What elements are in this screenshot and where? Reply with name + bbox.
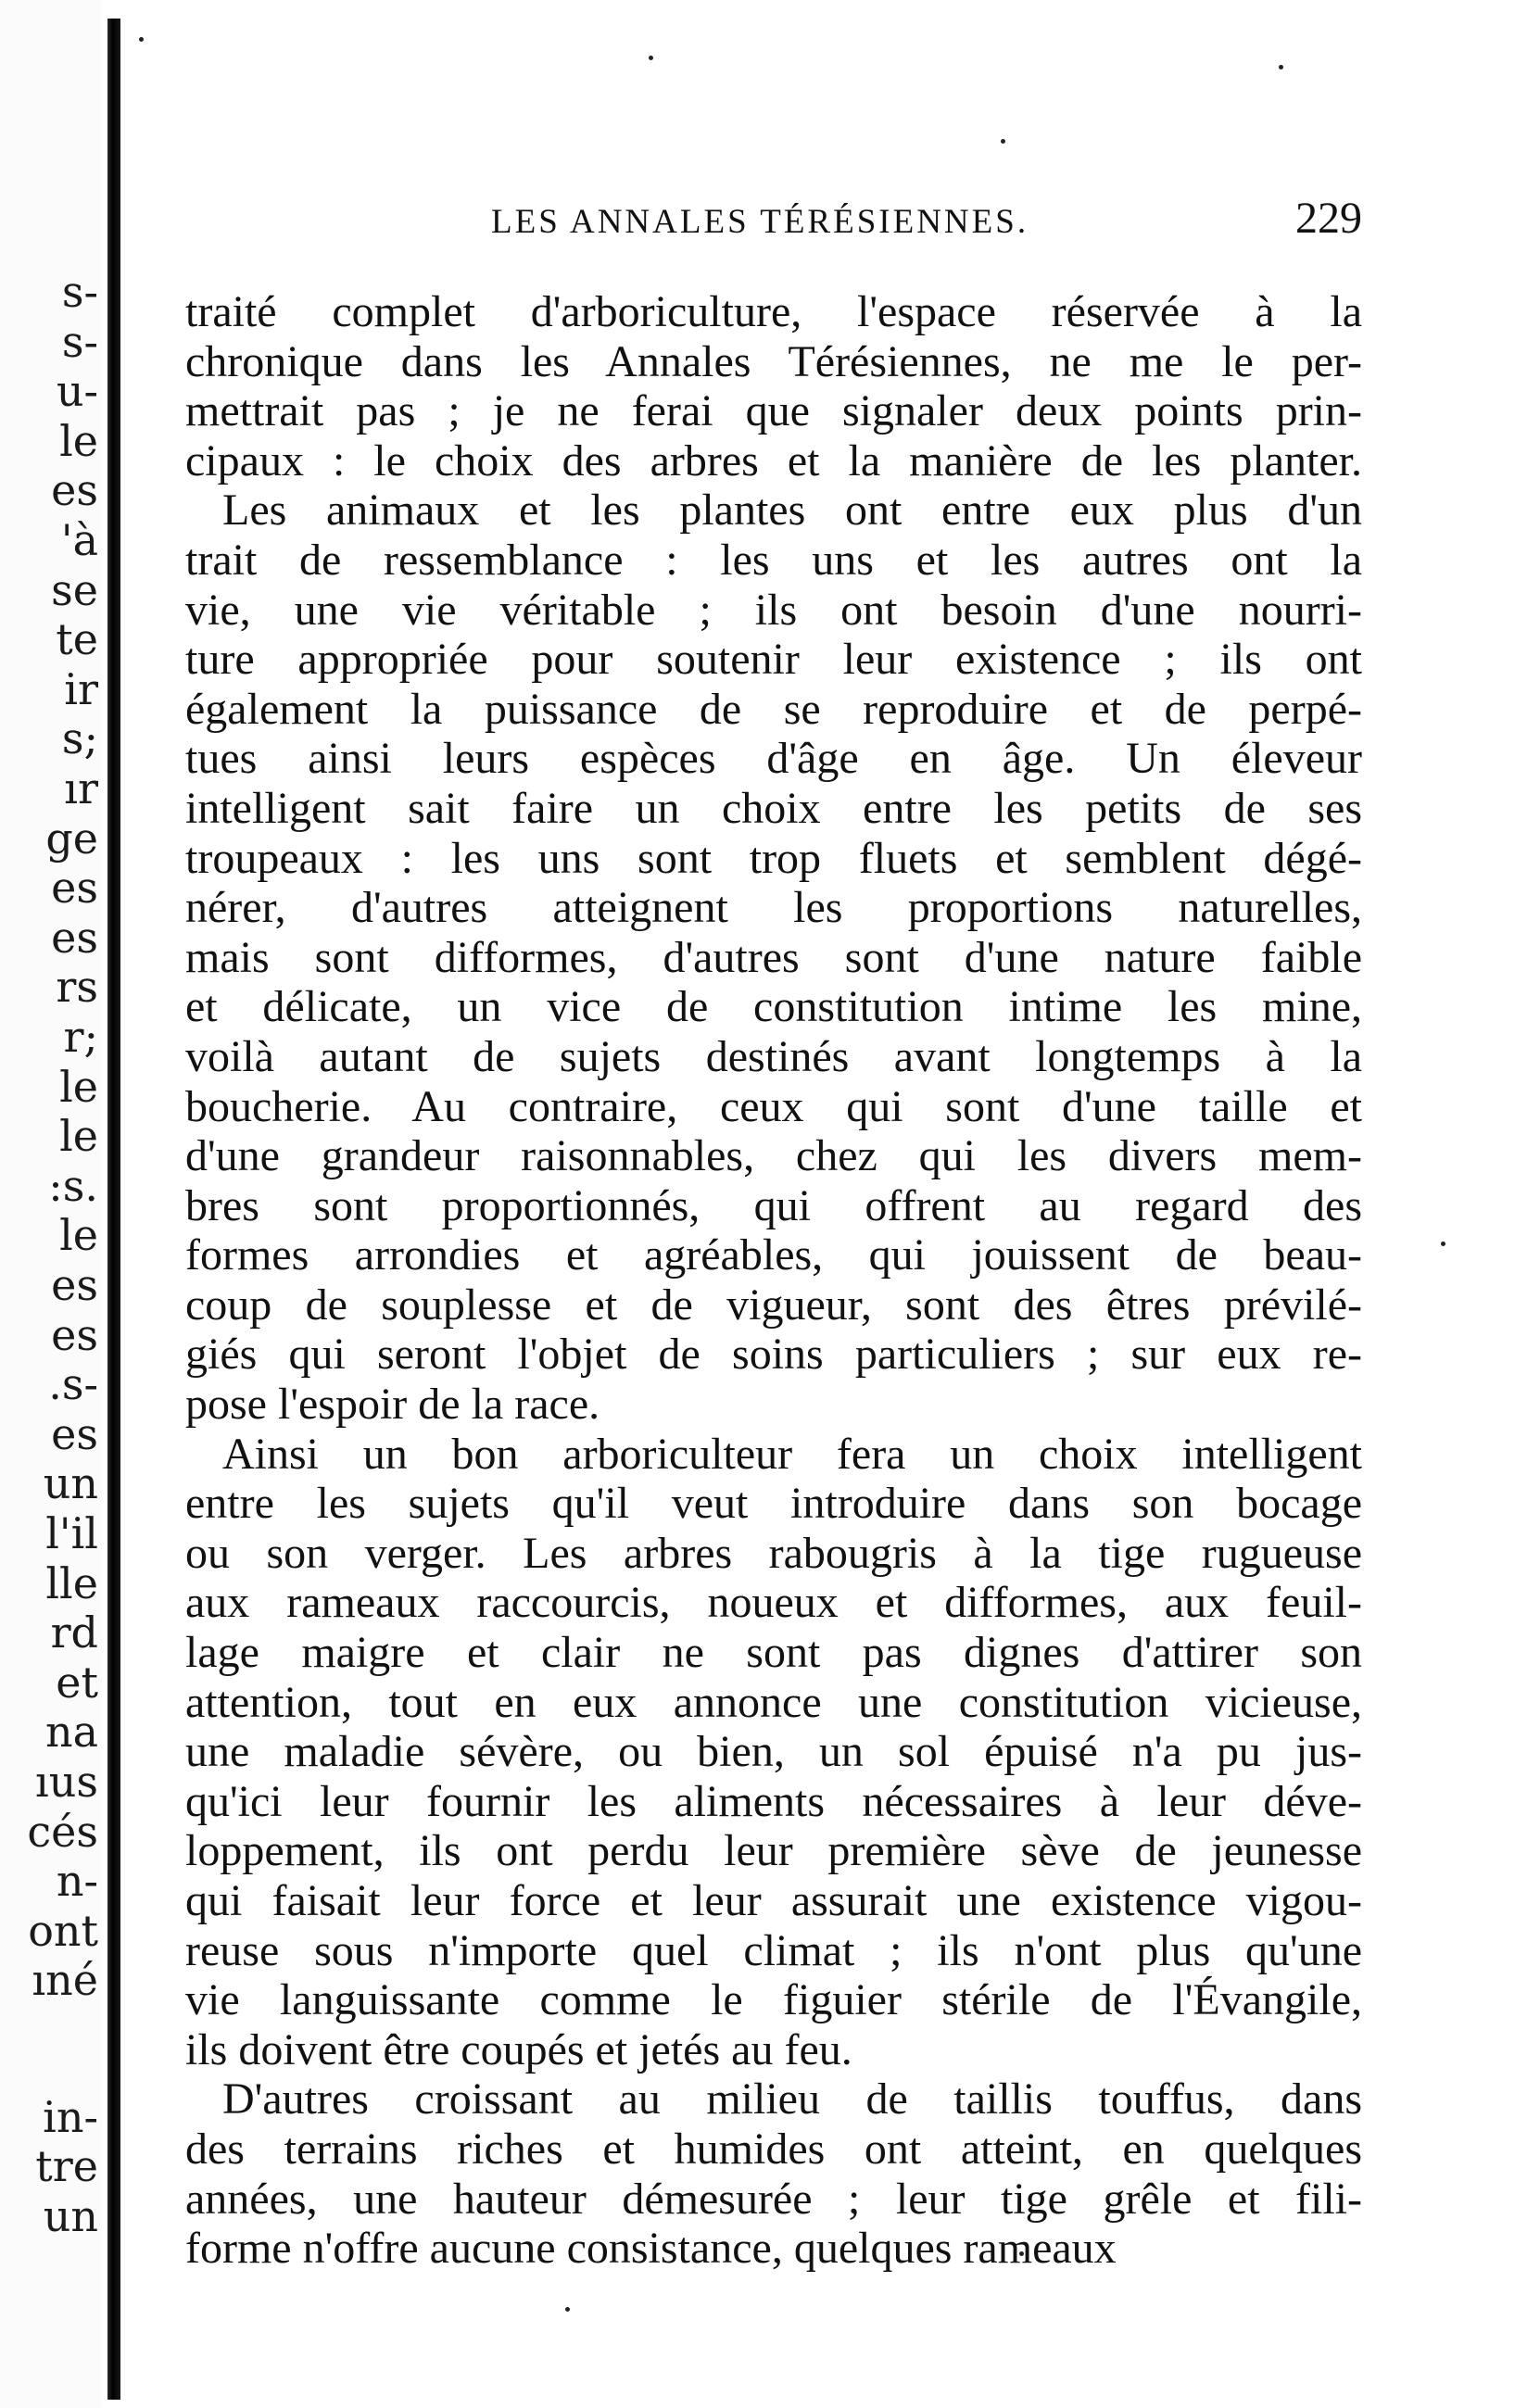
facing-page-fragment: es bbox=[51, 1260, 98, 1310]
text-line: forme n'offre aucune consistance, quelques rameaux bbox=[185, 2224, 1117, 2274]
ink-speck bbox=[649, 56, 653, 60]
text-line: aux rameaux raccourcis, noueux et difformes, aux feuil- bbox=[185, 1578, 1362, 1628]
text-line: coup de souplesse et de vigueur, sont des êtres prévilé- bbox=[185, 1280, 1362, 1330]
facing-page-fragment: ir bbox=[64, 663, 98, 714]
text-line: traité complet d'arboriculture, l'espace réservée à la bbox=[185, 287, 1362, 336]
facing-page-fragment: s- bbox=[61, 316, 98, 367]
facing-page-fragment: te bbox=[56, 614, 98, 665]
text-line: tues ainsi leurs espèces d'âge en âge. Un éleveur bbox=[185, 734, 1362, 784]
facing-page-fragment: et bbox=[56, 1657, 98, 1708]
text-line: lage maigre et clair ne sont pas dignes d'attirer son bbox=[185, 1628, 1362, 1678]
ink-speck bbox=[139, 37, 144, 42]
text-line: qui faisait leur force et leur assurait une existence vigou- bbox=[185, 1876, 1362, 1925]
text-line: trait de ressemblance : les uns et les autres ont la bbox=[185, 535, 1362, 585]
text-line: Ainsi un bon arboriculteur fera un choix intelligent bbox=[222, 1429, 1362, 1479]
facing-page-fragment: es bbox=[51, 912, 98, 963]
text-line: loppement, ils ont perdu leur première sève de jeunesse bbox=[185, 1826, 1362, 1876]
facing-page-fragment: un bbox=[43, 2190, 98, 2241]
text-line: d'une grandeur raisonnables, chez qui les divers mem- bbox=[185, 1131, 1362, 1181]
text-line: cipaux : le choix des arbres et la manière de les planter. bbox=[185, 435, 1362, 485]
text-line: mais sont difformes, d'autres sont d'une nature faible bbox=[185, 932, 1362, 982]
text-line: et délicate, un vice de constitution intime les mine, bbox=[185, 982, 1362, 1032]
facing-page-fragment: un bbox=[43, 1458, 98, 1509]
facing-page-fragment: ge bbox=[45, 813, 98, 864]
book-gutter bbox=[107, 19, 120, 2400]
facing-page-fragment: n- bbox=[56, 1856, 98, 1907]
facing-page-fragment: es bbox=[51, 863, 98, 914]
ink-speck bbox=[565, 2307, 570, 2312]
facing-page-fragment: ıus bbox=[35, 1757, 98, 1807]
text-line: Les animaux et les plantes ont entre eux plus d'un bbox=[222, 485, 1362, 536]
facing-page-fragment: es bbox=[51, 465, 98, 516]
facing-page-fragment: se bbox=[51, 564, 98, 615]
facing-page-fragment: cés bbox=[27, 1806, 98, 1857]
facing-page-margin bbox=[0, 0, 102, 2408]
facing-page-fragment: u- bbox=[56, 366, 98, 417]
facing-page-fragment: :s. bbox=[48, 1160, 98, 1211]
page-header bbox=[185, 185, 1362, 259]
text-line: entre les sujets qu'il veut introduire dans son bocage bbox=[185, 1479, 1362, 1529]
facing-page-fragment: tre bbox=[35, 2141, 98, 2192]
text-line: des terrains riches et humides ont atteint, en quelques bbox=[185, 2124, 1362, 2174]
text-line: intelligent sait faire un choix entre les petits de ses bbox=[185, 783, 1362, 833]
facing-page-fragment: le bbox=[59, 1111, 98, 1162]
facing-page-fragment: le bbox=[59, 1210, 98, 1261]
text-line: également la puissance de se reproduire et de perpé- bbox=[185, 684, 1362, 734]
facing-page-fragment: le bbox=[59, 1061, 98, 1112]
running-title: LES ANNALES TÉRÉSIENNES. bbox=[491, 203, 1029, 241]
body-text bbox=[185, 287, 1362, 2274]
facing-page-fragment: ıné bbox=[32, 1955, 98, 2006]
facing-page-fragment: 'à bbox=[60, 515, 98, 565]
text-line: pose l'espoir de la race. bbox=[185, 1380, 600, 1430]
text-line: attention, tout en eux annonce une constitution vicieuse, bbox=[185, 1677, 1362, 1727]
text-line: vie languissante comme le figuier stérile de l'Évangile, bbox=[185, 1975, 1362, 2025]
text-line: voilà autant de sujets destinés avant longtemps à la bbox=[185, 1031, 1362, 1081]
ink-speck bbox=[1001, 139, 1005, 144]
text-line: vie, une vie véritable ; ils ont besoin d'une nourri- bbox=[185, 585, 1362, 635]
facing-page-fragment: ont bbox=[28, 1905, 98, 1956]
facing-page-fragment: na bbox=[44, 1707, 98, 1758]
facing-page-fragment: s- bbox=[61, 267, 98, 317]
facing-page-fragment: es bbox=[51, 1408, 98, 1459]
facing-page-fragment: l'il bbox=[45, 1508, 98, 1558]
text-line: boucherie. Au contraire, ceux qui sont d'une taille et bbox=[185, 1081, 1362, 1131]
facing-page-fragment: s; bbox=[61, 713, 98, 764]
facing-page-fragment: .s- bbox=[48, 1359, 98, 1410]
ink-speck bbox=[1441, 1242, 1445, 1246]
text-line: chronique dans les Annales Térésiennes, ne me le per- bbox=[185, 336, 1362, 386]
text-line: formes arrondies et agréables, qui jouissent de beau- bbox=[185, 1230, 1362, 1280]
facing-page-fragment: le bbox=[59, 415, 98, 466]
ink-speck bbox=[1279, 65, 1283, 69]
facing-page-fragment: es bbox=[51, 1309, 98, 1360]
text-line: bres sont proportionnés, qui offrent au regard des bbox=[185, 1180, 1362, 1230]
facing-page-fragment: r; bbox=[63, 1012, 98, 1062]
text-line: ou son verger. Les arbres rabougris à la tige rugueuse bbox=[185, 1528, 1362, 1578]
text-line: ture appropriée pour soutenir leur existence ; ils ont bbox=[185, 635, 1362, 685]
text-line: années, une hauteur démesurée ; leur tige grêle et fili- bbox=[185, 2174, 1362, 2224]
text-line: reuse sous n'importe quel climat ; ils n'ont plus qu'une bbox=[185, 1925, 1362, 1975]
text-line: mettrait pas ; je ne ferai que signaler deux points prin- bbox=[185, 386, 1362, 436]
facing-page-fragment: rs bbox=[56, 962, 98, 1013]
text-line: nérer, d'autres atteignent les proportions naturelles, bbox=[185, 883, 1362, 933]
page-number: 229 bbox=[1295, 194, 1362, 243]
facing-page-fragment: in- bbox=[43, 2091, 98, 2142]
text-line: qu'ici leur fournir les aliments nécessaires à leur déve- bbox=[185, 1776, 1362, 1826]
text-line: D'autres croissant au milieu de taillis touffus, dans bbox=[222, 2074, 1362, 2124]
text-line: une maladie sévère, ou bien, un sol épuisé n'a pu jus- bbox=[185, 1727, 1362, 1777]
text-line: troupeaux : les uns sont trop fluets et semblent dégé- bbox=[185, 833, 1362, 883]
facing-page-fragment: lle bbox=[45, 1557, 98, 1608]
text-line: giés qui seront l'objet de soins particuliers ; sur eux re- bbox=[185, 1330, 1362, 1380]
facing-page-fragment: ır bbox=[64, 763, 98, 813]
facing-page-fragment: rd bbox=[50, 1607, 98, 1658]
text-line: ils doivent être coupés et jetés au feu. bbox=[185, 2024, 852, 2074]
